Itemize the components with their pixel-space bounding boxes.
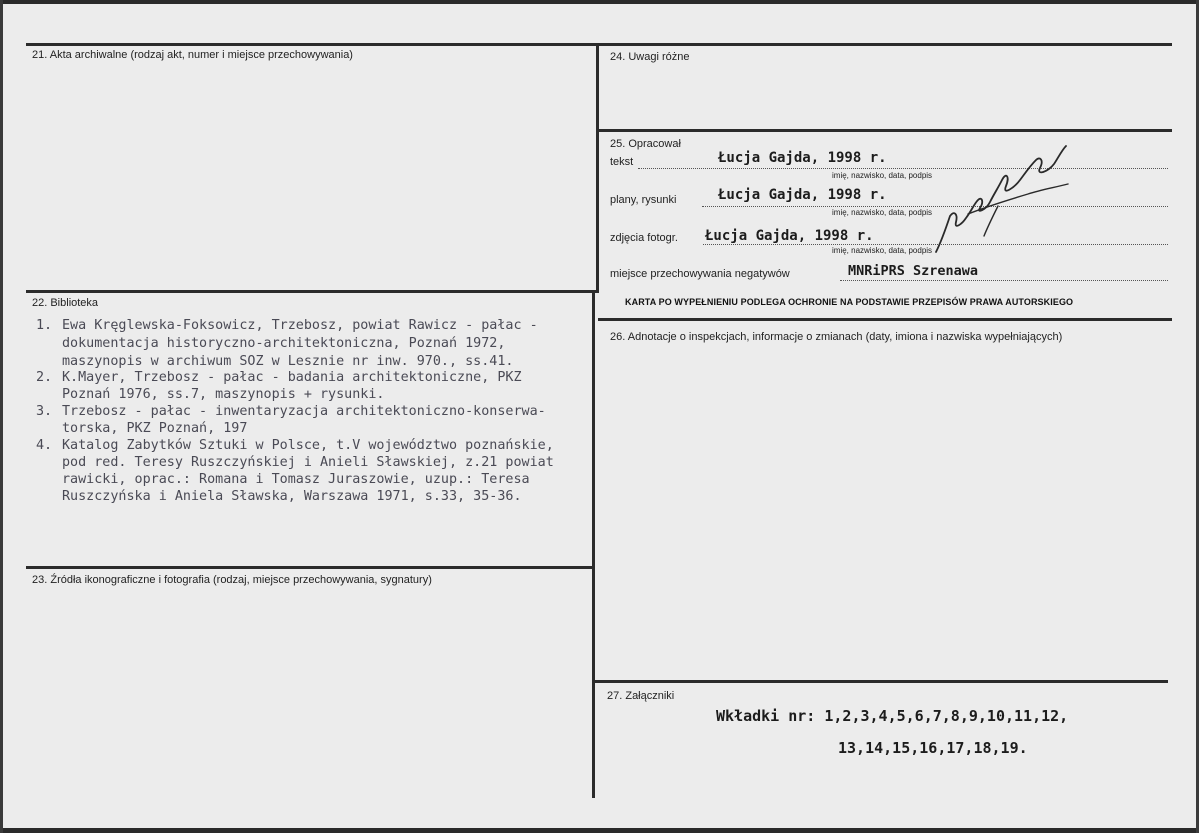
field-zdjecia-label: zdjęcia fotogr. bbox=[610, 232, 678, 244]
bib-entry-4-line-1: Katalog Zabytków Sztuki w Polsce, t.V województwo poznańskie, bbox=[62, 438, 554, 453]
rule-above-25 bbox=[598, 129, 1172, 132]
bib-entry-1-line-2: dokumentacja historyczno-architektoniczna, Poznań 1972, bbox=[62, 336, 506, 351]
handwritten-signature bbox=[928, 140, 1078, 260]
bib-entry-1-line-3: maszynopis w archiwum SOZ w Lesznie nr inw. 970., ss.41. bbox=[62, 354, 514, 369]
bib-entry-2-line-2: Poznań 1976, ss.7, maszynopis + rysunki. bbox=[62, 387, 385, 402]
negatives-label: miejsce przechowywania negatywów bbox=[610, 268, 790, 280]
rule-vertical-lower bbox=[592, 290, 595, 798]
bib-entry-3-line-1: Trzebosz - pałac - inwentaryzacja architektoniczno-konserwa- bbox=[62, 404, 546, 419]
field-plany-value: Łucja Gajda, 1998 r. bbox=[718, 187, 887, 203]
rule-top-left bbox=[26, 43, 598, 46]
section-25-label: 25. Opracował bbox=[610, 138, 681, 150]
field-tekst-dotline bbox=[638, 168, 1168, 169]
field-tekst-value: Łucja Gajda, 1998 r. bbox=[718, 150, 887, 166]
bib-entry-4-line-2: pod red. Teresy Ruszczyńskiej i Anieli Sławskiej, z.21 powiat bbox=[62, 455, 554, 470]
field-zdjecia-value: Łucja Gajda, 1998 r. bbox=[705, 228, 874, 244]
card-edge-bottom bbox=[0, 828, 1199, 833]
section-26-label: 26. Adnotacje o inspekcjach, informacje o zmianach (daty, imiona i nazwiska wypełniających) bbox=[610, 331, 1063, 343]
rule-above-26 bbox=[598, 318, 1172, 321]
section-24-label: 24. Uwagi różne bbox=[610, 51, 690, 63]
bib-entry-3-line-2: torska, PKZ Poznań, 197 bbox=[62, 421, 248, 436]
attachments-line-1: Wkładki nr: 1,2,3,4,5,6,7,8,9,10,11,12, bbox=[716, 707, 1069, 725]
rule-vertical-upper bbox=[596, 43, 599, 293]
attachments-line-2: 13,14,15,16,17,18,19. bbox=[838, 739, 1028, 757]
field-tekst-label: tekst bbox=[610, 156, 634, 168]
bib-entry-1-line-1: Ewa Kręglewska-Foksowicz, Trzebosz, powiat Rawicz - pałac - bbox=[62, 318, 538, 333]
rule-top-right bbox=[598, 43, 1172, 46]
field-plany-caption: imię, nazwisko, data, podpis bbox=[832, 208, 933, 217]
negatives-dotline bbox=[840, 280, 1168, 281]
section-23-label: 23. Źródła ikonograficzne i fotografia (rodzaj, miejsce przechowywania, sygnatury) bbox=[32, 574, 432, 586]
field-plany-label: plany, rysunki bbox=[610, 194, 677, 206]
bib-entry-2-number: 2. bbox=[36, 370, 53, 385]
bib-entry-2-line-1: K.Mayer, Trzebosz - pałac - badania architektoniczne, PKZ bbox=[62, 370, 522, 385]
field-tekst-caption: imię, nazwisko, data, podpis bbox=[832, 171, 933, 180]
bib-entry-4-line-4: Ruszczyńska i Aniela Sławska, Warszawa 1971, s.33, 35-36. bbox=[62, 489, 522, 504]
section-27-label: 27. Załączniki bbox=[607, 690, 675, 702]
section-21-label: 21. Akta archiwalne (rodzaj akt, numer i miejsce przechowywania) bbox=[32, 49, 353, 61]
card-edge-top bbox=[0, 0, 1199, 4]
bib-entry-4-line-3: rawicki, oprac.: Romana i Tomasz Juraszowie, uzup.: Teresa bbox=[62, 472, 530, 487]
rule-above-22 bbox=[26, 290, 596, 293]
negatives-value: MNRiPRS Szrenawa bbox=[848, 263, 979, 279]
bib-entry-1-number: 1. bbox=[36, 318, 53, 333]
rule-above-23 bbox=[26, 566, 594, 569]
copyright-note: KARTA PO WYPEŁNIENIU PODLEGA OCHRONIE NA PODSTAWIE PRZEPISÓW PRAWA AUTORSKIEGO bbox=[625, 297, 1074, 307]
rule-above-27 bbox=[594, 680, 1168, 683]
section-22-label: 22. Biblioteka bbox=[32, 297, 99, 309]
bib-entry-4-number: 4. bbox=[36, 438, 53, 453]
field-zdjecia-caption: imię, nazwisko, data, podpis bbox=[832, 246, 933, 255]
card-edge-left bbox=[0, 0, 3, 833]
bib-entry-3-number: 3. bbox=[36, 404, 53, 419]
